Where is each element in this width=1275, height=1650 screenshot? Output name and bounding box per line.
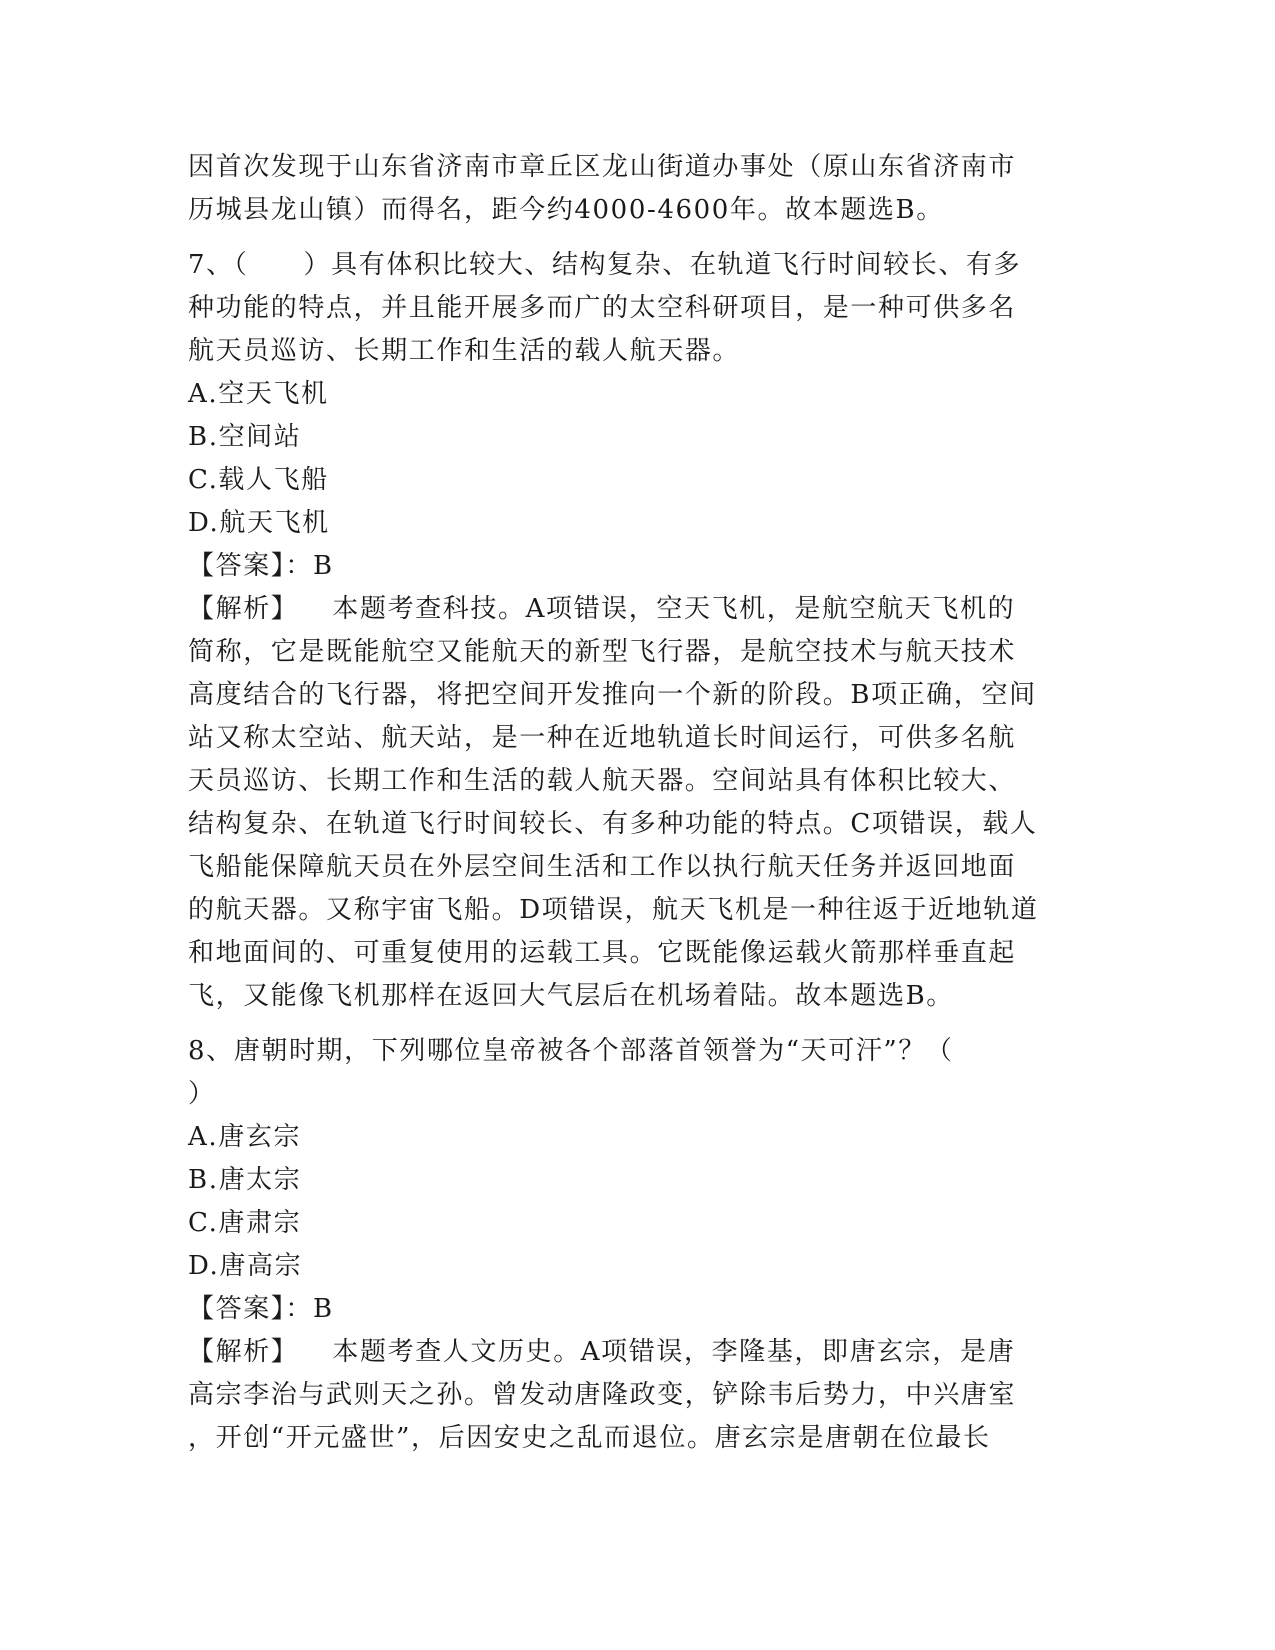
answer-line: 【答案】：B: [188, 551, 334, 581]
analysis-first-line: [188, 588, 1088, 631]
analysis-line: 简称，它是既能航空又能航天的新型飞行器，是航空技术与航天技术: [188, 637, 1017, 667]
analysis-label: 【解析】: [188, 594, 299, 624]
analysis-line: ，开创“开元盛世”，后因安史之乱而退位。唐玄宗是唐朝在位最长: [188, 1423, 991, 1453]
analysis-line: 天员巡访、长期工作和生活的载人航天器。空间站具有体积比较大、: [188, 766, 1017, 796]
question-stem-line: 航天员巡访、长期工作和生活的载人航天器。: [188, 336, 741, 366]
intro-paragraph: [188, 146, 1088, 232]
analysis-line: 站又称太空站、航天站，是一种在近地轨道长时间运行，可供多名航: [188, 723, 1017, 753]
question-stem-line: 7、（ ）具有体积比较大、结构复杂、在轨道飞行时间较长、有多: [188, 250, 1022, 280]
document-page: [188, 146, 1088, 1460]
analysis-text: 本题考查人文历史。A项错误，李隆基，即唐玄宗，是唐: [332, 1337, 1016, 1367]
analysis-line: 高度结合的飞行器，将把空间开发推向一个新的阶段。B项正确，空间: [188, 680, 1037, 710]
option-c: C.载人飞船: [188, 465, 329, 495]
analysis-line: 和地面间的、可重复使用的运载工具。它既能像运载火箭那样垂直起: [188, 938, 1017, 968]
analysis-line: 飞，又能像飞机那样在返回大气层后在机场着陆。故本题选B。: [188, 981, 954, 1011]
text-line: 因首次发现于山东省济南市章丘区龙山街道办事处（原山东省济南市: [188, 152, 1017, 182]
analysis-line: 高宗李治与武则天之孙。曾发动唐隆政变，铲除韦后势力，中兴唐室: [188, 1380, 1017, 1410]
question-stem-line: 8、唐朝时期，下列哪位皇帝被各个部落首领誉为“天可汗”？（: [188, 1036, 954, 1066]
answer-line: 【答案】：B: [188, 1294, 334, 1324]
option-d: D.航天飞机: [188, 508, 330, 538]
analysis-line: 结构复杂、在轨道飞行时间较长、有多种功能的特点。C项错误，载人: [188, 809, 1038, 839]
option-b: B.唐太宗: [188, 1165, 302, 1195]
option-b: B.空间站: [188, 422, 302, 452]
question-7: [188, 244, 1088, 1018]
analysis-line: 飞船能保障航天员在外层空间生活和工作以执行航天任务并返回地面: [188, 852, 1017, 882]
analysis-text: 本题考查科技。A项错误，空天飞机，是航空航天飞机的: [332, 594, 1016, 624]
question-8: [188, 1030, 1088, 1460]
question-stem-line: ）: [188, 1079, 216, 1109]
option-a: A.空天飞机: [188, 379, 329, 409]
analysis-label: 【解析】: [188, 1337, 299, 1367]
option-a: A.唐玄宗: [188, 1122, 302, 1152]
option-d: D.唐高宗: [188, 1251, 303, 1281]
analysis-first-line: [188, 1331, 1088, 1374]
question-stem-line: 种功能的特点，并且能开展多而广的太空科研项目，是一种可供多名: [188, 293, 1017, 323]
option-c: C.唐肃宗: [188, 1208, 302, 1238]
analysis-line: 的航天器。又称宇宙飞船。D项错误，航天飞机是一种往返于近地轨道: [188, 895, 1039, 925]
text-line: 历城县龙山镇）而得名，距今约4000-4600年。故本题选B。: [188, 195, 944, 225]
